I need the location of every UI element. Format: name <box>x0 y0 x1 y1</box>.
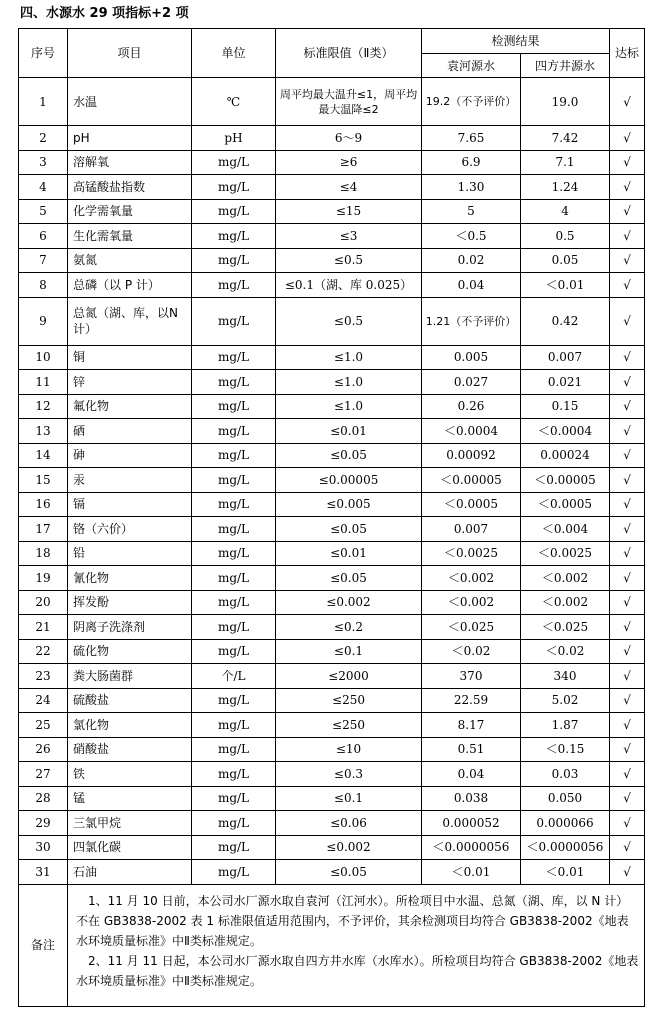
table-row <box>19 419 645 444</box>
table-row <box>19 370 645 395</box>
row-item: 铁 <box>68 762 192 787</box>
row-value-source-a: 0.005 <box>422 345 521 370</box>
row-value-source-a: 0.04 <box>422 273 521 298</box>
row-value-source-b: ＜0.004 <box>521 517 610 542</box>
row-unit: mg/L <box>192 443 276 468</box>
row-limit: ≤250 <box>276 713 422 738</box>
row-seq: 1 <box>19 78 68 126</box>
row-value-source-b: 1.24 <box>521 175 610 200</box>
row-item: 总氮（湖、库，以N 计） <box>68 297 192 345</box>
row-value-source-a: ＜0.0000056 <box>422 835 521 860</box>
row-seq: 12 <box>19 394 68 419</box>
row-unit: mg/L <box>192 175 276 200</box>
row-unit: mg/L <box>192 150 276 175</box>
row-value-source-b: 0.00024 <box>521 443 610 468</box>
row-pass-check: √ <box>610 860 645 885</box>
row-seq: 7 <box>19 248 68 273</box>
table-row <box>19 737 645 762</box>
row-value-source-b: 5.02 <box>521 688 610 713</box>
table-row <box>19 664 645 689</box>
row-unit: mg/L <box>192 639 276 664</box>
row-limit: ≤0.1 <box>276 786 422 811</box>
row-unit: mg/L <box>192 713 276 738</box>
row-value-source-b: 0.42 <box>521 297 610 345</box>
row-pass-check: √ <box>610 713 645 738</box>
row-limit: 周平均最大温升≤1，周平均最大温降≤2 <box>276 78 422 126</box>
row-value-source-a: 0.51 <box>422 737 521 762</box>
row-limit: ≤0.5 <box>276 248 422 273</box>
row-limit: ≤0.05 <box>276 860 422 885</box>
row-value-source-a: 0.02 <box>422 248 521 273</box>
row-item: 硒 <box>68 419 192 444</box>
row-value-source-a: 370 <box>422 664 521 689</box>
table-row <box>19 541 645 566</box>
row-value-source-b: 0.007 <box>521 345 610 370</box>
row-unit: mg/L <box>192 248 276 273</box>
row-limit: ≤4 <box>276 175 422 200</box>
row-unit: mg/L <box>192 345 276 370</box>
row-pass-check: √ <box>610 443 645 468</box>
row-item: 溶解氧 <box>68 150 192 175</box>
remark-note-2: 2、11 月 11 日起，本公司水厂源水取自四方井水库（水库水）。所检项目均符合 GB3838-2002《地表水环境质量标准》中Ⅱ类标准规定。 <box>76 953 639 988</box>
row-value-source-a: ＜0.025 <box>422 615 521 640</box>
row-seq: 14 <box>19 443 68 468</box>
row-unit: mg/L <box>192 199 276 224</box>
row-value-source-b: ＜0.01 <box>521 860 610 885</box>
row-limit: ≤0.3 <box>276 762 422 787</box>
row-limit: ≤1.0 <box>276 345 422 370</box>
table-row <box>19 566 645 591</box>
row-value-source-a: 5 <box>422 199 521 224</box>
row-seq: 24 <box>19 688 68 713</box>
row-unit: mg/L <box>192 394 276 419</box>
row-limit: ≤0.1（湖、库 0.025） <box>276 273 422 298</box>
remarks-label: 备注 <box>19 884 68 1006</box>
header-source-a: 袁河源水 <box>422 54 521 78</box>
row-value-source-b: 19.0 <box>521 78 610 126</box>
row-value-source-a: 8.17 <box>422 713 521 738</box>
table-row <box>19 394 645 419</box>
row-value-source-a: ＜0.002 <box>422 590 521 615</box>
row-value-source-a: 6.9 <box>422 150 521 175</box>
row-item: 氰化物 <box>68 566 192 591</box>
row-item: 铅 <box>68 541 192 566</box>
row-pass-check: √ <box>610 786 645 811</box>
row-item: 水温 <box>68 78 192 126</box>
table-row <box>19 468 645 493</box>
row-pass-check: √ <box>610 762 645 787</box>
row-item: 三氯甲烷 <box>68 811 192 836</box>
row-item: 挥发酚 <box>68 590 192 615</box>
section-title: 四、水源水 29 项指标+2 项 <box>20 6 189 21</box>
row-value-source-b: 0.021 <box>521 370 610 395</box>
row-limit: ≤0.002 <box>276 590 422 615</box>
header-results: 检测结果 <box>422 29 610 54</box>
row-limit: ≤2000 <box>276 664 422 689</box>
row-seq: 3 <box>19 150 68 175</box>
row-limit: ≤0.01 <box>276 419 422 444</box>
row-seq: 8 <box>19 273 68 298</box>
row-pass-check: √ <box>610 835 645 860</box>
row-value-source-b: ＜0.01 <box>521 273 610 298</box>
row-seq: 5 <box>19 199 68 224</box>
row-item: 四氯化碳 <box>68 835 192 860</box>
table-row <box>19 78 645 126</box>
row-pass-check: √ <box>610 737 645 762</box>
row-pass-check: √ <box>610 664 645 689</box>
row-item: 氟化物 <box>68 394 192 419</box>
row-item: 锰 <box>68 786 192 811</box>
row-limit: ≤0.01 <box>276 541 422 566</box>
row-unit: mg/L <box>192 762 276 787</box>
table-row <box>19 126 645 151</box>
row-value-source-a: ＜0.0025 <box>422 541 521 566</box>
table-row <box>19 273 645 298</box>
row-unit: mg/L <box>192 419 276 444</box>
row-value-source-a: 0.00092 <box>422 443 521 468</box>
row-seq: 17 <box>19 517 68 542</box>
table-row <box>19 224 645 249</box>
row-pass-check: √ <box>610 419 645 444</box>
row-item: 化学需氧量 <box>68 199 192 224</box>
row-pass-check: √ <box>610 175 645 200</box>
table-row <box>19 150 645 175</box>
table-row <box>19 297 645 345</box>
row-unit: mg/L <box>192 811 276 836</box>
header-row-1 <box>19 29 645 54</box>
row-seq: 18 <box>19 541 68 566</box>
row-value-source-b: 0.000066 <box>521 811 610 836</box>
row-limit: ≤0.1 <box>276 639 422 664</box>
row-value-source-b: 0.050 <box>521 786 610 811</box>
row-item: pH <box>68 126 192 151</box>
row-value-source-b: ＜0.02 <box>521 639 610 664</box>
row-limit: ≤0.05 <box>276 566 422 591</box>
row-value-source-b: ＜0.0000056 <box>521 835 610 860</box>
row-limit: ≤10 <box>276 737 422 762</box>
header-limit: 标准限值（Ⅱ类） <box>276 29 422 78</box>
row-limit: ≤0.05 <box>276 443 422 468</box>
row-item: 铜 <box>68 345 192 370</box>
row-pass-check: √ <box>610 224 645 249</box>
row-pass-check: √ <box>610 345 645 370</box>
row-unit: mg/L <box>192 468 276 493</box>
row-seq: 23 <box>19 664 68 689</box>
row-limit: ≤0.002 <box>276 835 422 860</box>
row-value-source-a: 0.26 <box>422 394 521 419</box>
row-unit: mg/L <box>192 370 276 395</box>
row-pass-check: √ <box>610 615 645 640</box>
row-limit: ≤0.5 <box>276 297 422 345</box>
row-seq: 19 <box>19 566 68 591</box>
row-value-source-b: 0.03 <box>521 762 610 787</box>
row-limit: ≤0.05 <box>276 517 422 542</box>
row-pass-check: √ <box>610 590 645 615</box>
row-value-source-a: ＜0.01 <box>422 860 521 885</box>
row-pass-check: √ <box>610 150 645 175</box>
table-row <box>19 175 645 200</box>
row-seq: 10 <box>19 345 68 370</box>
row-pass-check: √ <box>610 639 645 664</box>
row-value-source-b: 7.1 <box>521 150 610 175</box>
table-row <box>19 811 645 836</box>
row-pass-check: √ <box>610 688 645 713</box>
row-limit: ≤3 <box>276 224 422 249</box>
row-seq: 11 <box>19 370 68 395</box>
row-seq: 6 <box>19 224 68 249</box>
row-value-source-b: ＜0.15 <box>521 737 610 762</box>
table-row <box>19 615 645 640</box>
row-pass-check: √ <box>610 199 645 224</box>
row-unit: mg/L <box>192 541 276 566</box>
row-value-source-b: 0.5 <box>521 224 610 249</box>
row-unit: pH <box>192 126 276 151</box>
table-row <box>19 762 645 787</box>
row-value-source-b: 4 <box>521 199 610 224</box>
table-row <box>19 443 645 468</box>
row-unit: mg/L <box>192 492 276 517</box>
row-limit: ≤1.0 <box>276 370 422 395</box>
row-pass-check: √ <box>610 126 645 151</box>
table-row <box>19 248 645 273</box>
row-unit: mg/L <box>192 273 276 298</box>
row-value-source-a: 0.04 <box>422 762 521 787</box>
row-unit: mg/L <box>192 860 276 885</box>
table-row <box>19 590 645 615</box>
table-body <box>19 78 645 885</box>
table-row <box>19 688 645 713</box>
water-quality-table <box>18 28 645 1007</box>
row-value-source-a: 19.2（不予评价） <box>422 78 521 126</box>
row-unit: mg/L <box>192 297 276 345</box>
row-unit: mg/L <box>192 224 276 249</box>
row-value-source-b: 0.15 <box>521 394 610 419</box>
row-unit: mg/L <box>192 517 276 542</box>
row-unit: mg/L <box>192 615 276 640</box>
row-item: 石油 <box>68 860 192 885</box>
row-unit: 个/L <box>192 664 276 689</box>
row-value-source-b: 7.42 <box>521 126 610 151</box>
header-item: 项目 <box>68 29 192 78</box>
row-item: 阴离子洗涤剂 <box>68 615 192 640</box>
row-limit: ≤0.00005 <box>276 468 422 493</box>
row-value-source-a: 0.038 <box>422 786 521 811</box>
row-value-source-a: 1.30 <box>422 175 521 200</box>
row-unit: ℃ <box>192 78 276 126</box>
row-unit: mg/L <box>192 566 276 591</box>
row-item: 硝酸盐 <box>68 737 192 762</box>
row-value-source-b: 1.87 <box>521 713 610 738</box>
row-limit: ≤0.06 <box>276 811 422 836</box>
row-item: 氯化物 <box>68 713 192 738</box>
row-value-source-a: ＜0.5 <box>422 224 521 249</box>
row-limit: ≤15 <box>276 199 422 224</box>
table-row <box>19 713 645 738</box>
row-pass-check: √ <box>610 297 645 345</box>
row-item: 硫酸盐 <box>68 688 192 713</box>
row-seq: 29 <box>19 811 68 836</box>
table-row <box>19 860 645 885</box>
row-value-source-a: 22.59 <box>422 688 521 713</box>
remarks-row <box>19 884 645 1006</box>
row-item: 锌 <box>68 370 192 395</box>
table-row <box>19 345 645 370</box>
row-value-source-a: ＜0.0005 <box>422 492 521 517</box>
row-seq: 9 <box>19 297 68 345</box>
row-value-source-b: 340 <box>521 664 610 689</box>
header-source-b: 四方井源水 <box>521 54 610 78</box>
row-value-source-b: ＜0.002 <box>521 590 610 615</box>
row-value-source-a: 0.007 <box>422 517 521 542</box>
row-seq: 27 <box>19 762 68 787</box>
row-value-source-a: 1.21（不予评价） <box>422 297 521 345</box>
table-row <box>19 492 645 517</box>
row-seq: 16 <box>19 492 68 517</box>
row-item: 生化需氧量 <box>68 224 192 249</box>
row-unit: mg/L <box>192 688 276 713</box>
row-limit: ≤0.2 <box>276 615 422 640</box>
row-pass-check: √ <box>610 517 645 542</box>
row-item: 总磷（以 P 计） <box>68 273 192 298</box>
row-value-source-b: ＜0.0004 <box>521 419 610 444</box>
row-pass-check: √ <box>610 248 645 273</box>
row-unit: mg/L <box>192 590 276 615</box>
row-seq: 13 <box>19 419 68 444</box>
table-row <box>19 517 645 542</box>
row-pass-check: √ <box>610 541 645 566</box>
row-pass-check: √ <box>610 566 645 591</box>
row-value-source-a: ＜0.0004 <box>422 419 521 444</box>
row-value-source-a: ＜0.02 <box>422 639 521 664</box>
row-item: 砷 <box>68 443 192 468</box>
table-row <box>19 835 645 860</box>
row-seq: 4 <box>19 175 68 200</box>
row-seq: 15 <box>19 468 68 493</box>
row-item: 镉 <box>68 492 192 517</box>
row-seq: 30 <box>19 835 68 860</box>
row-value-source-b: 0.05 <box>521 248 610 273</box>
header-pass: 达标 <box>610 29 645 78</box>
row-value-source-a: 7.65 <box>422 126 521 151</box>
row-seq: 26 <box>19 737 68 762</box>
row-item: 铬（六价） <box>68 517 192 542</box>
row-pass-check: √ <box>610 394 645 419</box>
table-row <box>19 639 645 664</box>
row-limit: 6～9 <box>276 126 422 151</box>
row-item: 高锰酸盐指数 <box>68 175 192 200</box>
row-value-source-b: ＜0.00005 <box>521 468 610 493</box>
row-item: 粪大肠菌群 <box>68 664 192 689</box>
row-limit: ≤250 <box>276 688 422 713</box>
row-value-source-a: 0.027 <box>422 370 521 395</box>
table-row <box>19 199 645 224</box>
row-value-source-b: ＜0.002 <box>521 566 610 591</box>
row-seq: 31 <box>19 860 68 885</box>
row-value-source-a: ＜0.00005 <box>422 468 521 493</box>
row-seq: 21 <box>19 615 68 640</box>
row-item: 氨氮 <box>68 248 192 273</box>
row-seq: 28 <box>19 786 68 811</box>
row-seq: 22 <box>19 639 68 664</box>
remark-note-1: 1、11 月 10 日前，本公司水厂源水取自袁河（江河水）。所检项目中水温、总氮（湖、库，以 N 计）不在 GB3838-2002 表 1 标准限值适用范围内，不予评价，其余检测项目均符合 GB3838-2002《地表水环境质量标准》中Ⅱ类标准规定。 <box>76 893 629 948</box>
row-value-source-a: ＜0.002 <box>422 566 521 591</box>
table-row <box>19 786 645 811</box>
row-unit: mg/L <box>192 835 276 860</box>
row-pass-check: √ <box>610 78 645 126</box>
row-pass-check: √ <box>610 370 645 395</box>
remarks-text <box>68 884 645 1006</box>
row-item: 汞 <box>68 468 192 493</box>
row-seq: 20 <box>19 590 68 615</box>
row-pass-check: √ <box>610 492 645 517</box>
row-seq: 2 <box>19 126 68 151</box>
row-unit: mg/L <box>192 786 276 811</box>
row-item: 硫化物 <box>68 639 192 664</box>
header-unit: 单位 <box>192 29 276 78</box>
row-limit: ≥6 <box>276 150 422 175</box>
row-pass-check: √ <box>610 468 645 493</box>
row-pass-check: √ <box>610 273 645 298</box>
row-value-source-b: ＜0.025 <box>521 615 610 640</box>
row-pass-check: √ <box>610 811 645 836</box>
row-value-source-b: ＜0.0005 <box>521 492 610 517</box>
row-value-source-a: 0.000052 <box>422 811 521 836</box>
row-unit: mg/L <box>192 737 276 762</box>
header-seq: 序号 <box>19 29 68 78</box>
row-limit: ≤1.0 <box>276 394 422 419</box>
row-seq: 25 <box>19 713 68 738</box>
row-value-source-b: ＜0.0025 <box>521 541 610 566</box>
row-limit: ≤0.005 <box>276 492 422 517</box>
